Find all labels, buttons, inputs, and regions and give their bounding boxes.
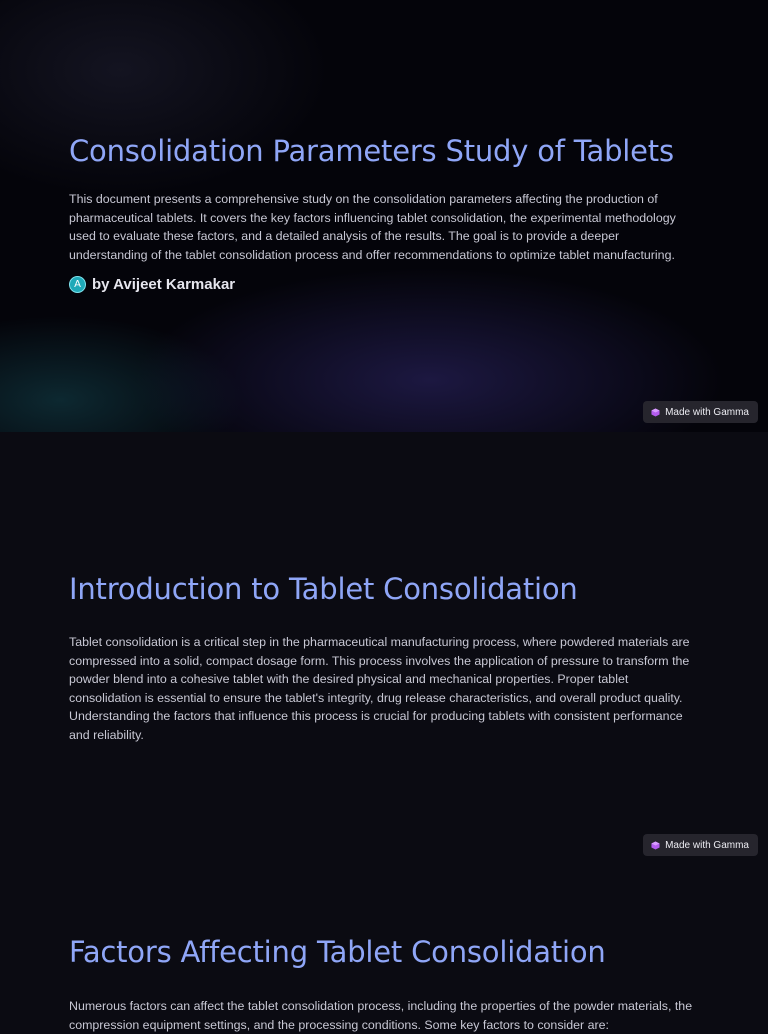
factors-body: Numerous factors can affect the tablet consolidation process, including the properties of the powder materials, the compression equipment settings, and the processing conditions. Some key factors to consider are:	[69, 999, 693, 1032]
author-byline	[69, 276, 235, 293]
title-slide-description: This document presents a comprehensive study on the consolidation parameters affecting the production of pharmaceutical tablets. It covers the key factors influencing tablet consolidation, the experimental methodology used to evaluate these factors, and a detailed analysis of the results. The goal is to provide a deeper understanding of the tablet consolidation process and offer recommendations to optimize tablet manufacturing.	[69, 192, 676, 262]
introduction-body: Tablet consolidation is a critical step in the pharmaceutical manufacturing process, where powdered materials are compressed into a solid, compact dosage form. This process involves the application of pressure to transform the powder blend into a cohesive tablet with the desired physical and mechanical properties. Proper tablet consolidation is essential to ensure the tablet's integrity, drug release characteristics, and overall product quality. Understanding the factors that influence this process is crucial for producing tablets with consistent performance and reliability.	[69, 635, 690, 742]
made-with-gamma-badge[interactable]	[643, 401, 758, 423]
title-slide	[0, 0, 768, 432]
made-with-gamma-badge[interactable]	[643, 834, 758, 856]
gamma-logo-icon	[651, 841, 660, 850]
introduction-slide	[0, 432, 768, 864]
factors-heading: Factors Affecting Tablet Consolidation	[69, 935, 606, 969]
introduction-heading: Introduction to Tablet Consolidation	[69, 572, 578, 606]
badge-label: Made with Gamma	[665, 406, 749, 418]
factors-slide	[0, 864, 768, 1032]
author-name: by Avijeet Karmakar	[92, 276, 236, 293]
page-title: Consolidation Parameters Study of Tablets	[69, 134, 674, 168]
avatar: A	[69, 276, 86, 293]
badge-label: Made with Gamma	[665, 839, 749, 851]
gamma-logo-icon	[651, 408, 660, 417]
